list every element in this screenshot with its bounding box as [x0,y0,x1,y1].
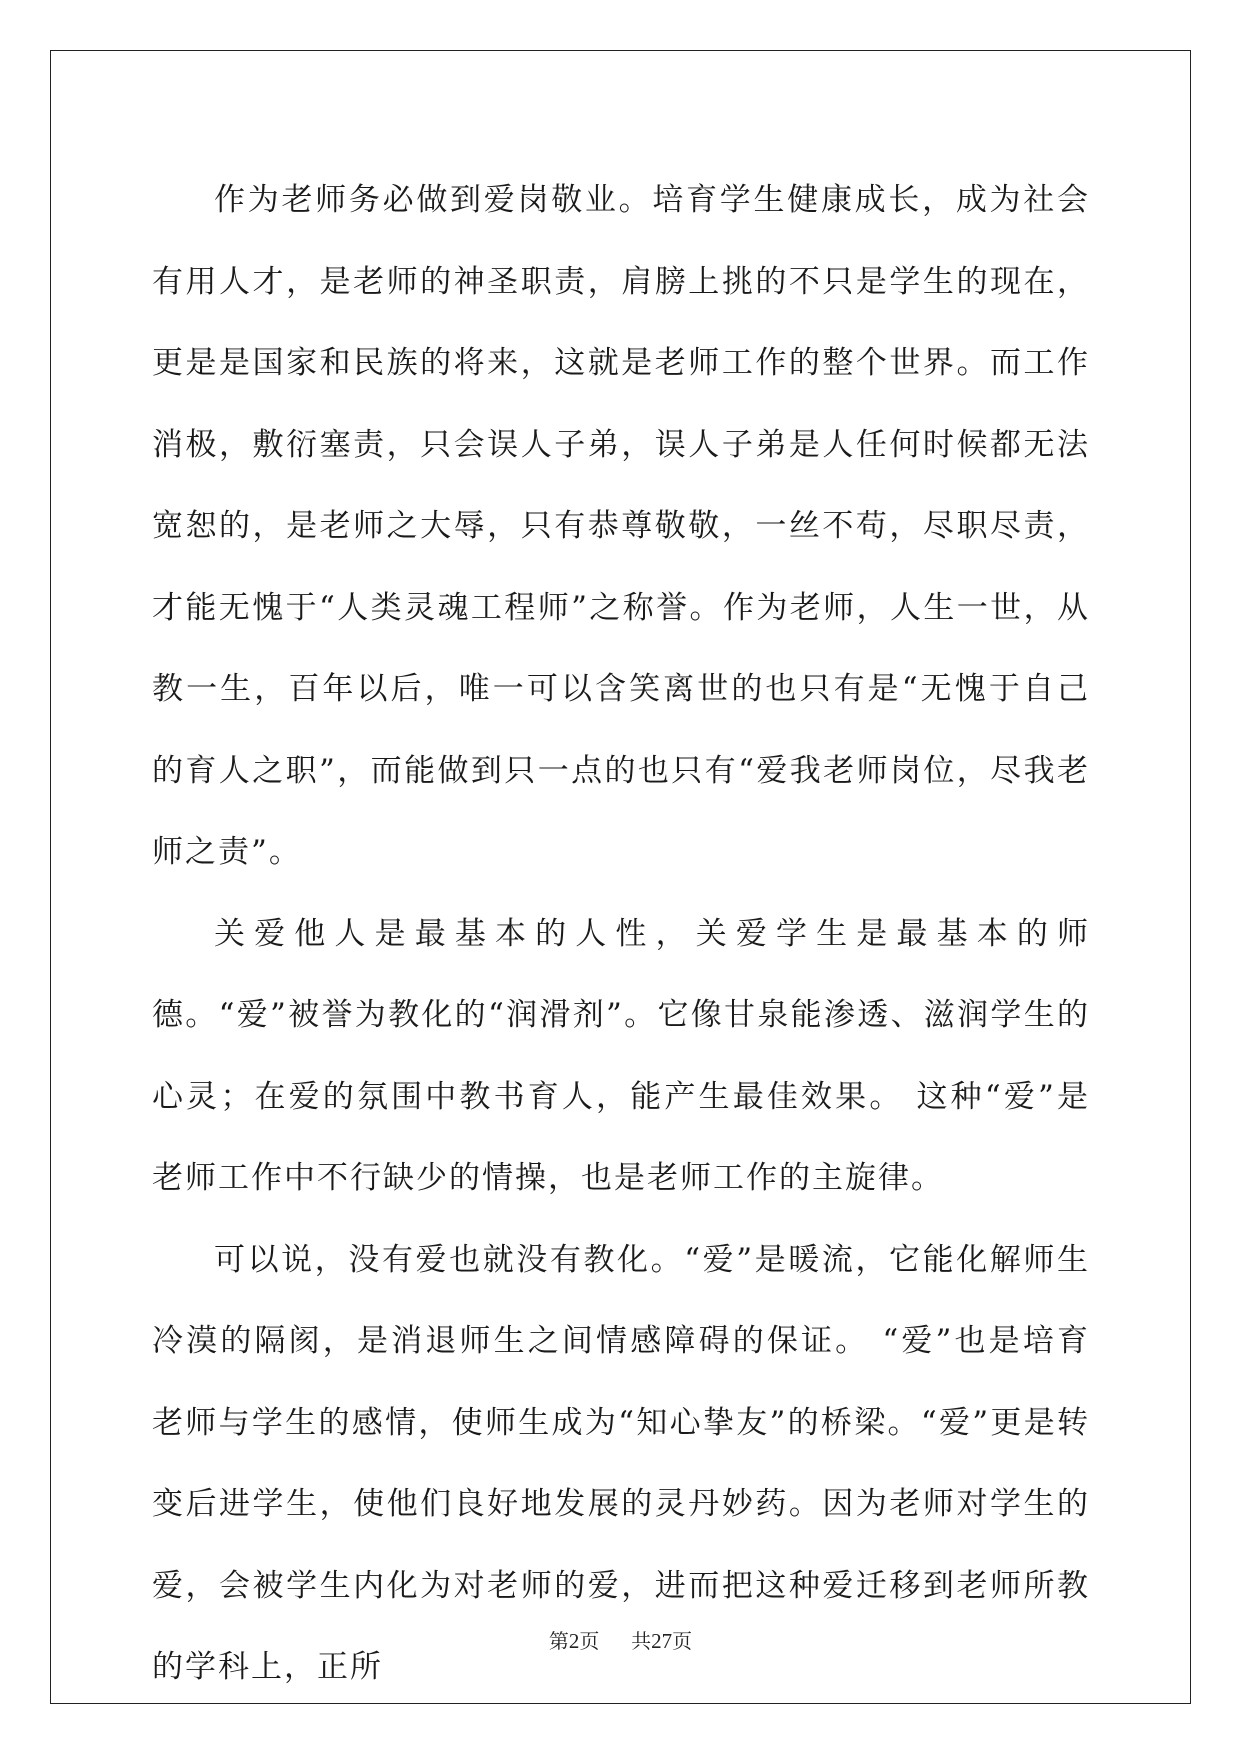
total-suffix: 页 [672,1629,693,1653]
page-suffix: 页 [579,1629,600,1653]
document-body [152,160,1090,1709]
total-prefix: 共 [631,1629,652,1653]
paragraph-3: 可以说，没有爱也就没有教化。“爱”是暖流，它能化解师生冷漠的隔阂，是消退师生之间情感障碍的保证。 “爱”也是培育老师与学生的感情，使师生成为“知心挚友”的桥梁。“爱”更是转变后进学生，使他们良好地发展的灵丹妙药。因为老师对学生的爱，会被学生内化为对老师的爱，进而把这种爱迁移到老师所教的学科上，正所 [152,1241,1090,1685]
paragraph-1: 作为老师务必做到爱岗敬业。培育学生健康成长，成为社会有用人才，是老师的神圣职责，肩膀上挑的不只是学生的现在，更是是国家和民族的将来，这就是老师工作的整个世界。而工作消极，敷衍塞责，只会误人子弟，误人子弟是人任何时候都无法宽恕的，是老师之大辱，只有恭尊敬敬，一丝不苟，尽职尽责，才能无愧于“人类灵魂工程师”之称誉。作为老师，人生一世，从教一生，百年以后，唯一可以含笑离世的也只有是“无愧于自己的育人之职”，而能做到只一点的也只有“爱我老师岗位，尽我老师之责”。 [152,182,1090,870]
page-prefix: 第 [548,1629,569,1653]
page-number: 2 [568,1629,580,1653]
page-footer [0,1625,1241,1654]
paragraph-2: 关爱他人是最基本的人性，关爱学生是最基本的师德。“爱”被誉为教化的“润滑剂”。它像甘泉能渗透、滋润学生的心灵；在爱的氛围中教书育人，能产生最佳效果。 这种“爱”是老师工作中不行缺少的情操，也是老师工作的主旋律。 [152,915,1090,1196]
total-pages: 27 [651,1629,673,1653]
